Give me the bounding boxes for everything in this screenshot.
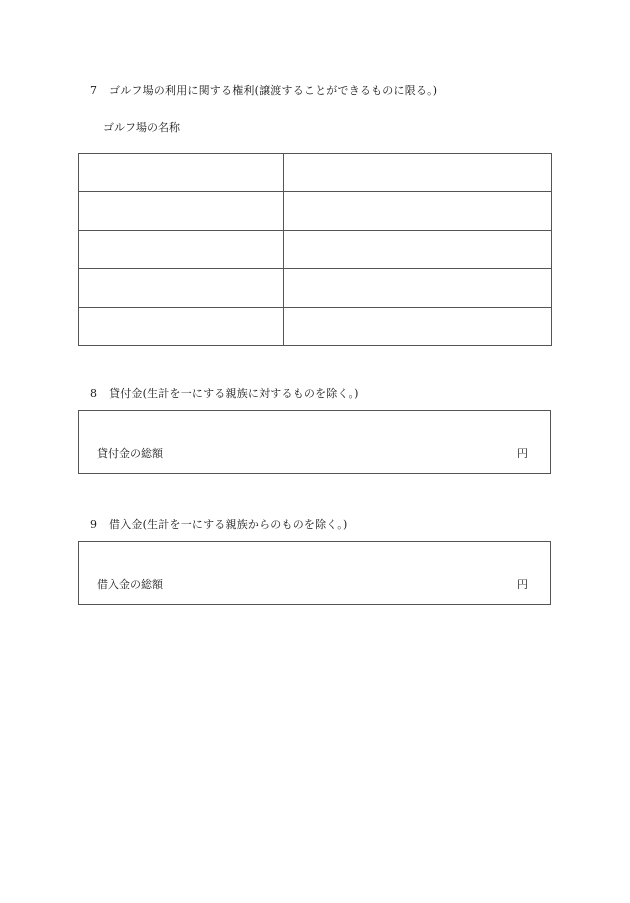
section-7-heading bbox=[90, 82, 437, 98]
section-8-heading bbox=[90, 385, 359, 401]
section-8-title: 貸付金(生計を一にする親族に対するものを除く。) bbox=[109, 387, 359, 400]
table-row bbox=[79, 307, 552, 345]
loan-payable-box bbox=[78, 541, 551, 605]
golf-course-detail-cell[interactable] bbox=[284, 307, 552, 345]
golf-course-name-cell[interactable] bbox=[79, 269, 284, 307]
golf-course-table bbox=[78, 153, 552, 346]
table-row bbox=[79, 192, 552, 230]
table-row bbox=[79, 154, 552, 192]
section-9-heading bbox=[90, 516, 347, 532]
table-row bbox=[79, 269, 552, 307]
section-9-title: 借入金(生計を一にする親族からのものを除く。) bbox=[109, 518, 348, 531]
golf-course-name-label: ゴルフ場の名称 bbox=[103, 121, 180, 134]
table-row bbox=[79, 230, 552, 268]
loan-receivable-total-label: 貸付金の総額 bbox=[97, 447, 163, 460]
golf-course-name-cell[interactable] bbox=[79, 307, 284, 345]
golf-course-detail-cell[interactable] bbox=[284, 269, 552, 307]
golf-course-name-cell[interactable] bbox=[79, 154, 284, 192]
loan-receivable-box bbox=[78, 410, 551, 474]
golf-course-detail-cell[interactable] bbox=[284, 192, 552, 230]
golf-course-name-cell[interactable] bbox=[79, 192, 284, 230]
section-7-number: 7 bbox=[90, 84, 98, 97]
yen-unit: 円 bbox=[517, 578, 528, 591]
yen-unit: 円 bbox=[517, 447, 528, 460]
section-7-title: ゴルフ場の利用に関する権利(譲渡することができるものに限る。) bbox=[109, 84, 438, 97]
golf-course-name-cell[interactable] bbox=[79, 230, 284, 268]
golf-course-detail-cell[interactable] bbox=[284, 230, 552, 268]
section-8-number: 8 bbox=[90, 387, 98, 400]
golf-course-detail-cell[interactable] bbox=[284, 154, 552, 192]
loan-payable-total-label: 借入金の総額 bbox=[97, 578, 163, 591]
section-9-number: 9 bbox=[90, 518, 98, 531]
